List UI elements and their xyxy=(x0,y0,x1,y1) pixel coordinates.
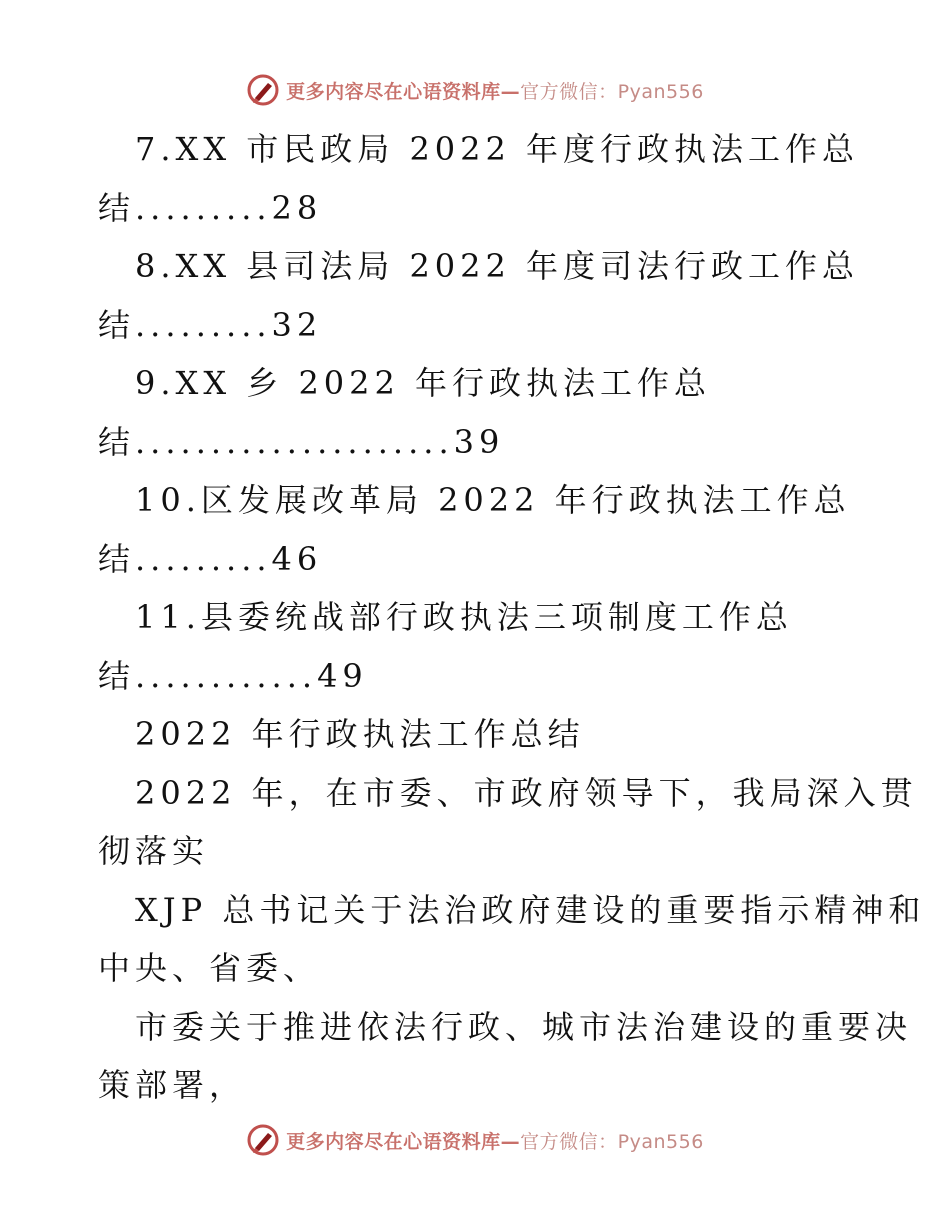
pen-logo-icon xyxy=(246,73,280,107)
paragraph-line: 2022 年，在市委、市政府领导下，我局深入贯 xyxy=(135,773,918,812)
toc-entry-7-page: 结.........28 xyxy=(98,188,323,227)
toc-entry-10: 10.区发展改革局 2022 年行政执法工作总 xyxy=(135,481,851,519)
pen-logo-icon xyxy=(246,1123,280,1157)
paragraph-line: XJP 总书记关于法治政府建设的重要指示精神和 xyxy=(135,890,926,929)
toc-entry-10-page: 结.........46 xyxy=(98,539,323,578)
watermark-contact: 官方微信：Pyan556 xyxy=(520,80,704,103)
toc-entry-11-page: 结............49 xyxy=(98,656,368,695)
document-body xyxy=(98,120,926,1115)
toc-entry-7: 7.XX 市民政局 2022 年度行政执法工作总 xyxy=(135,130,860,168)
watermark-text xyxy=(286,77,704,104)
watermark-main: 更多内容尽在心语资料库 xyxy=(286,80,501,103)
watermark-main: 更多内容尽在心语资料库 xyxy=(286,1130,501,1153)
toc-entry-9-page: 结.....................39 xyxy=(98,422,505,461)
paragraph-line: 策部署， xyxy=(98,1066,247,1104)
paragraph-line: 中央、省委、 xyxy=(98,949,321,987)
watermark-contact: 官方微信：Pyan556 xyxy=(520,1130,704,1153)
toc-entry-8: 8.XX 县司法局 2022 年度司法行政工作总 xyxy=(135,247,860,285)
watermark-footer xyxy=(0,1122,950,1158)
toc-entry-9: 9.XX 乡 2022 年行政执法工作总 xyxy=(135,364,712,402)
paragraph-line: 彻落实 xyxy=(98,832,210,870)
section-title: 2022 年行政执法工作总结 xyxy=(135,715,585,753)
toc-entry-11: 11.县委统战部行政执法三项制度工作总 xyxy=(135,598,793,636)
watermark-text xyxy=(286,1127,704,1154)
toc-entry-8-page: 结.........32 xyxy=(98,305,323,344)
watermark-header xyxy=(0,72,950,108)
watermark-dash: — xyxy=(500,80,521,103)
watermark-dash: — xyxy=(500,1130,521,1153)
paragraph-line: 市委关于推进依法行政、城市法治建设的重要决 xyxy=(135,1007,913,1046)
